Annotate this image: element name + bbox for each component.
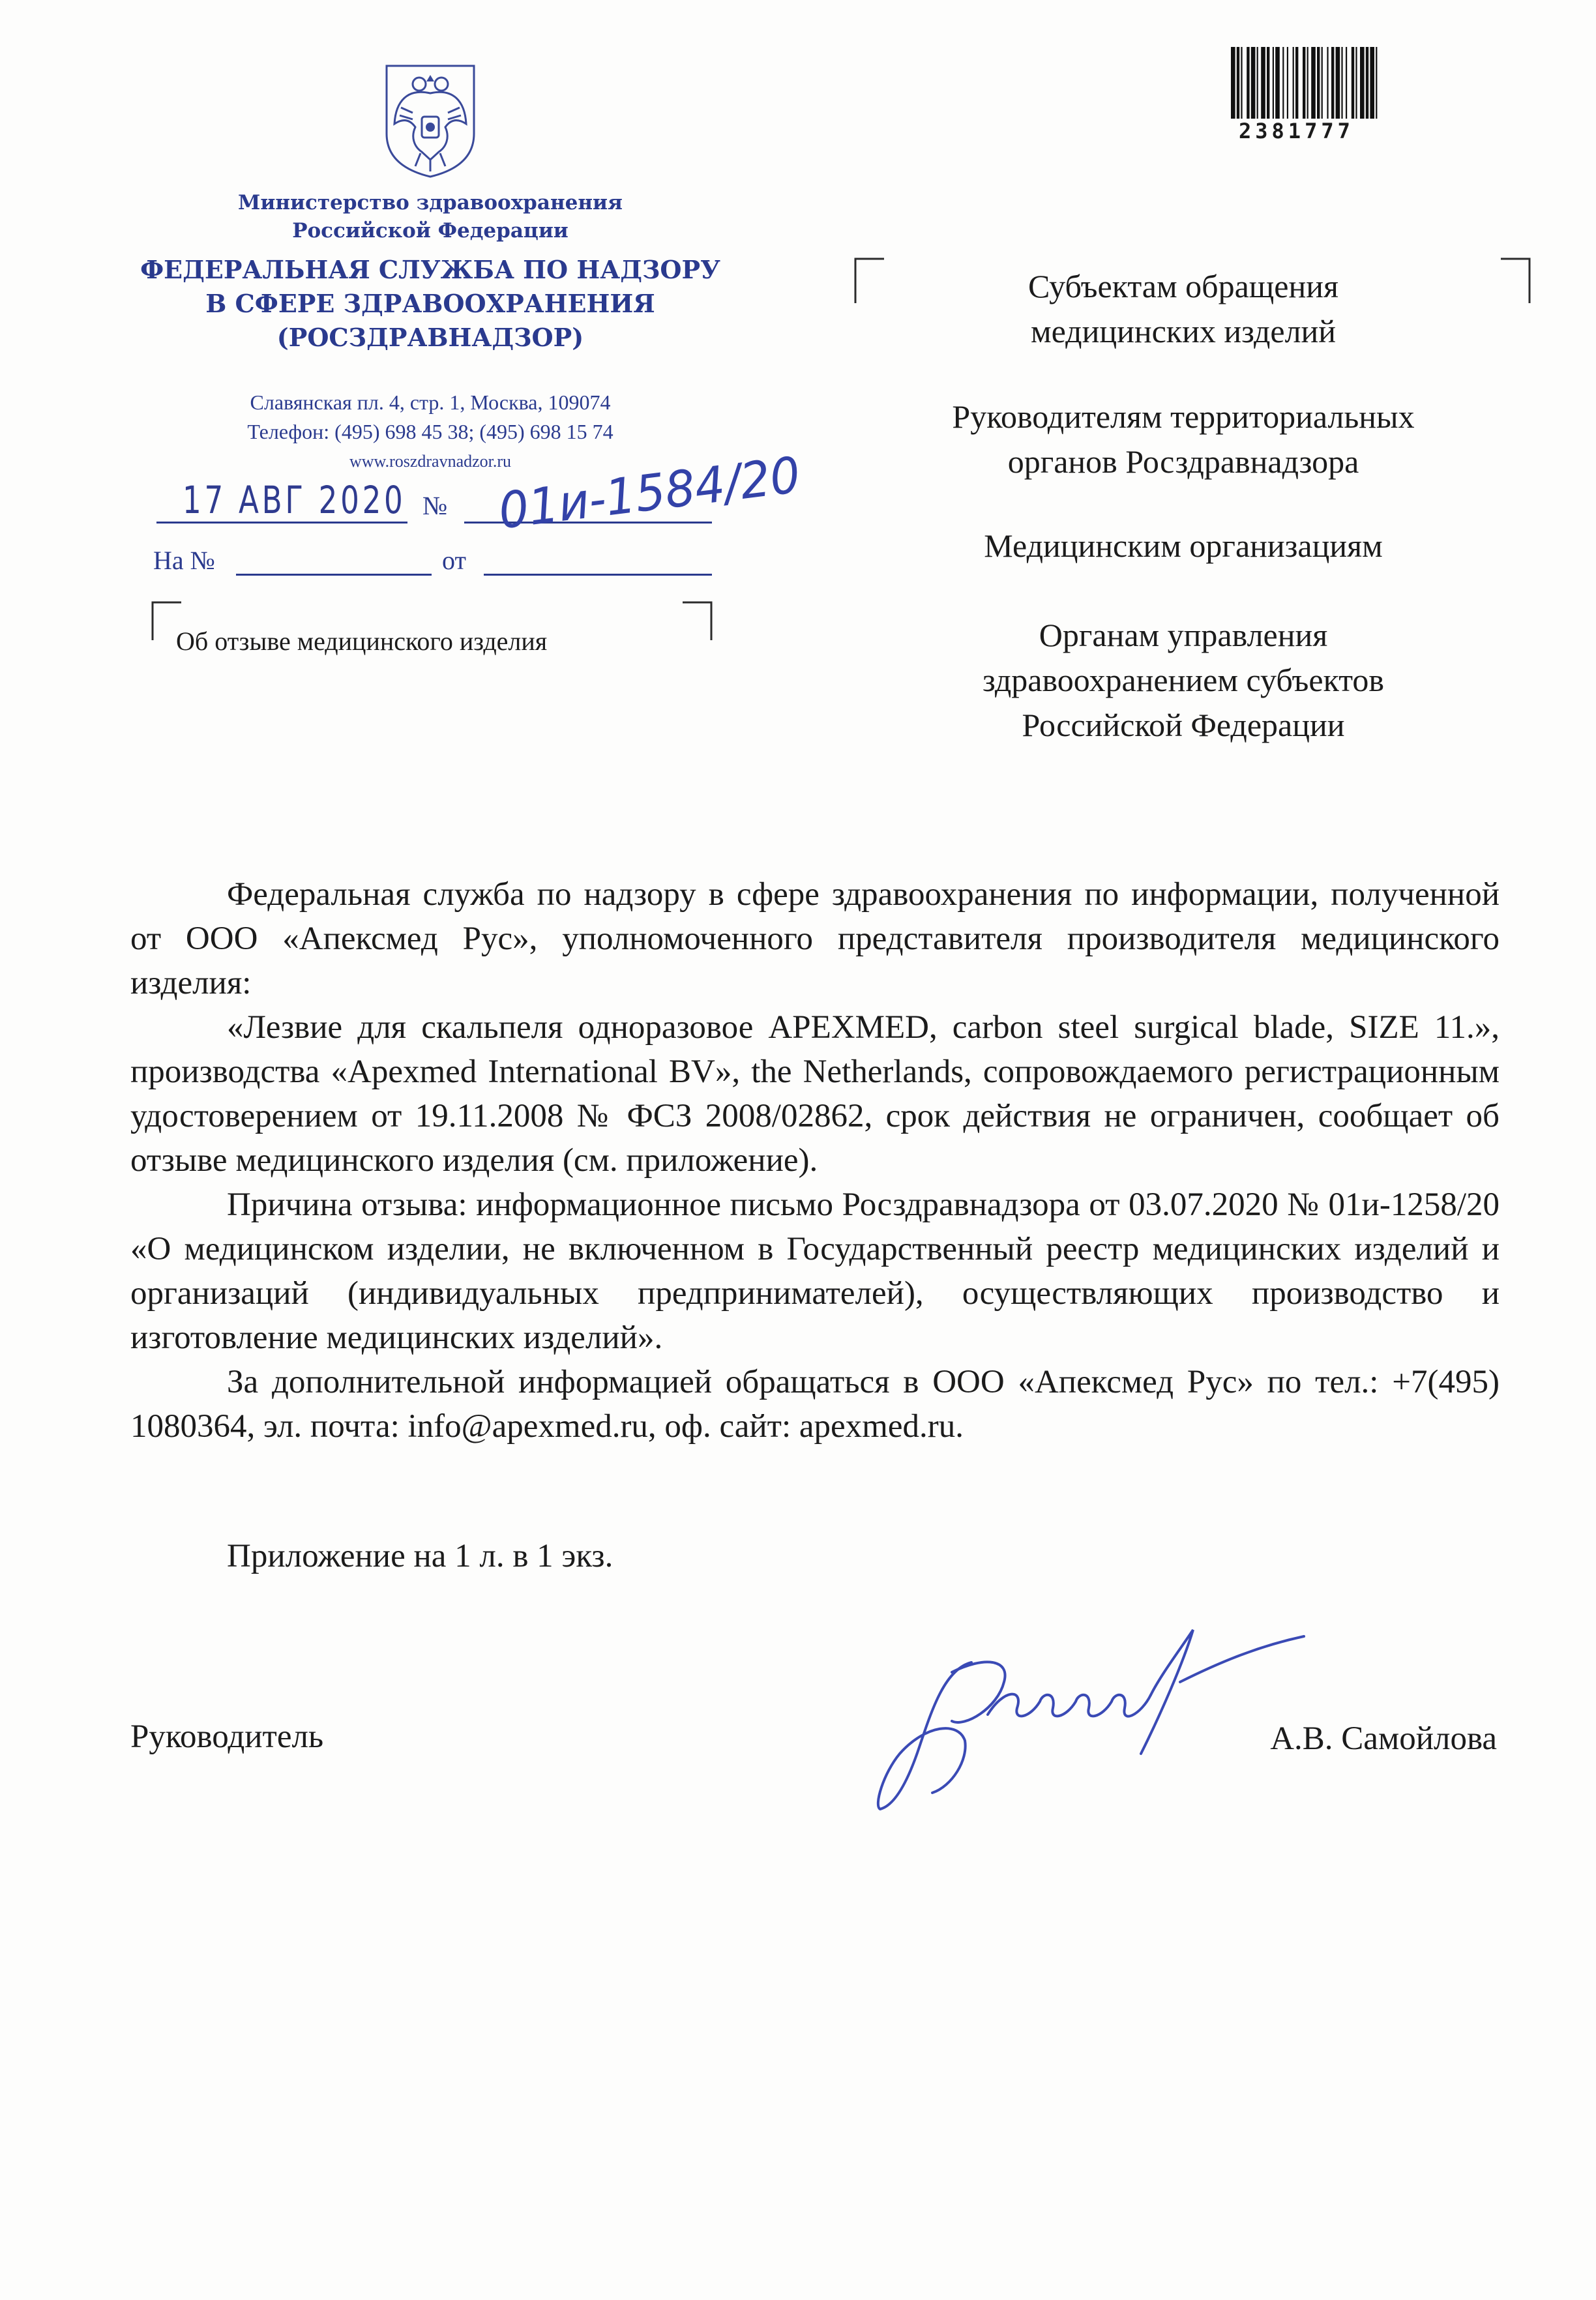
body-paragraph-2: «Лезвие для скальпеля одноразовое APEXMED, carbon steel surgical blade, SIZE 11.», производства «Apexmed International BV», the Netherlands, сопровождаемого регистрационным удостоверением от 19.11.2008 № ФСЗ 2008/02862, срок действия не ограничен, сообщает об отзыве медицинского изделия (см. приложение). [130,1009,1500,1179]
service-website: www.roszdravnadzor.ru [349,452,512,471]
number-label: № [422,491,448,520]
barcode-bar [1341,47,1342,119]
signatory-position: Руководитель [130,1718,324,1755]
service-contacts [130,388,730,476]
barcode-bar [1273,47,1274,119]
barcode-bar [1303,47,1305,119]
barcode-bar [1331,47,1334,119]
barcode-bar [1355,47,1357,119]
ministry-line-2: Российской Федерации [292,219,569,243]
recipient-line: Руководителям территориальных [952,398,1415,435]
body-paragraph-1: Федеральная служба по надзору в сфере здравоохранения по информации, полученной от ООО «Апексмед Рус», уполномоченного представителя производителя медицинского изделия: [130,876,1500,1001]
ref-number-label: На № [153,546,215,575]
barcode-bar [1370,47,1374,119]
barcode-bar [1257,47,1258,119]
recipient-group-2 [851,394,1516,484]
recipient-line: Органам управления [1039,617,1328,653]
barcode-bar [1366,47,1368,119]
ministry-name [130,189,730,245]
recipient-group-1 [851,264,1516,354]
barcode-bar [1282,47,1284,119]
service-line-1: ФЕДЕРАЛЬНАЯ СЛУЖБА ПО НАДЗОРУ [140,255,720,284]
recipient-line: Медицинским организациям [984,527,1383,564]
barcode-bar [1241,47,1242,119]
barcode-bar [1317,47,1320,119]
handwritten-signature [854,1610,1310,1825]
barcode-bar [1231,47,1235,119]
barcode-bar [1376,47,1377,119]
subject-corner-right [681,601,713,640]
service-line-3: (РОСЗДРАВНАДЗОР) [276,323,584,352]
ref-date-label: от [442,546,466,575]
recipient-group-4 [851,613,1516,748]
barcode-bar [1267,47,1269,119]
service-line-2: В СФЕРЕ ЗДРАВООХРАНЕНИЯ [205,289,655,318]
recipient-group-3 [851,523,1516,568]
barcode-number: 2381777 [1239,119,1354,143]
body-paragraph-4: За дополнительной информацией обращаться в ООО «Апексмед Рус» по тел.: +7(495) 1080364, эл. почта: info@apexmed.ru, оф. сайт: apexmed.ru. [130,1364,1500,1445]
ministry-line-1: Министерство здравоохранения [238,191,623,214]
barcode-bar [1327,47,1328,119]
letter-subject: Об отзыве медицинского изделия [176,627,548,656]
registration-date: 17 АВГ 2020 [183,478,406,522]
barcode-bar [1295,47,1298,119]
barcode-bar [1237,47,1239,119]
recipient-line: медицинских изделий [1030,313,1337,349]
coat-of-arms-emblem [381,62,479,179]
barcode-bar [1275,47,1280,119]
barcode-bar [1360,47,1365,119]
ref-number-field-line [236,574,432,576]
annex-note: Приложение на 1 л. в 1 экз. [227,1538,613,1574]
barcode-bar [1307,47,1308,119]
barcode-bar [1251,47,1256,119]
recipient-line: Российской Федерации [1022,707,1345,743]
barcode-bars [1231,47,1433,119]
recipient-line: Субъектам обращения [1028,268,1338,304]
barcode-bar [1293,47,1294,119]
recipient-line: здравоохранением субъектов [982,662,1385,698]
body-paragraph-3: Причина отзыва: информационное письмо Росздравнадзора от 03.07.2020 № 01и-1258/20 «О медицинском изделии, не включенном в Государственный реестр медицинских изделий и организаций (индивидуальных предпринимателей), осуществляющих производство и изготовление медицинских изделий». [130,1187,1500,1356]
signatory-name: А.В. Самойлова [1270,1720,1497,1757]
barcode-bar [1311,47,1316,119]
barcode-bar [1346,47,1347,119]
barcode-bar [1322,47,1323,119]
letter-body [130,872,1500,1449]
registration-number: 01и-1584/20 [495,445,804,540]
ref-date-field-line [484,574,712,576]
barcode-bar [1261,47,1265,119]
service-name [130,253,730,355]
barcode [1231,47,1433,119]
barcode-bar [1336,47,1340,119]
barcode-bar [1352,47,1354,119]
service-address: Славянская пл. 4, стр. 1, Москва, 109074 [250,391,611,414]
service-phone: Телефон: (495) 698 45 38; (495) 698 15 74 [247,420,613,443]
barcode-bar [1247,47,1249,119]
recipient-line: органов Росздравнадзора [1007,443,1359,480]
barcode-bar [1287,47,1288,119]
